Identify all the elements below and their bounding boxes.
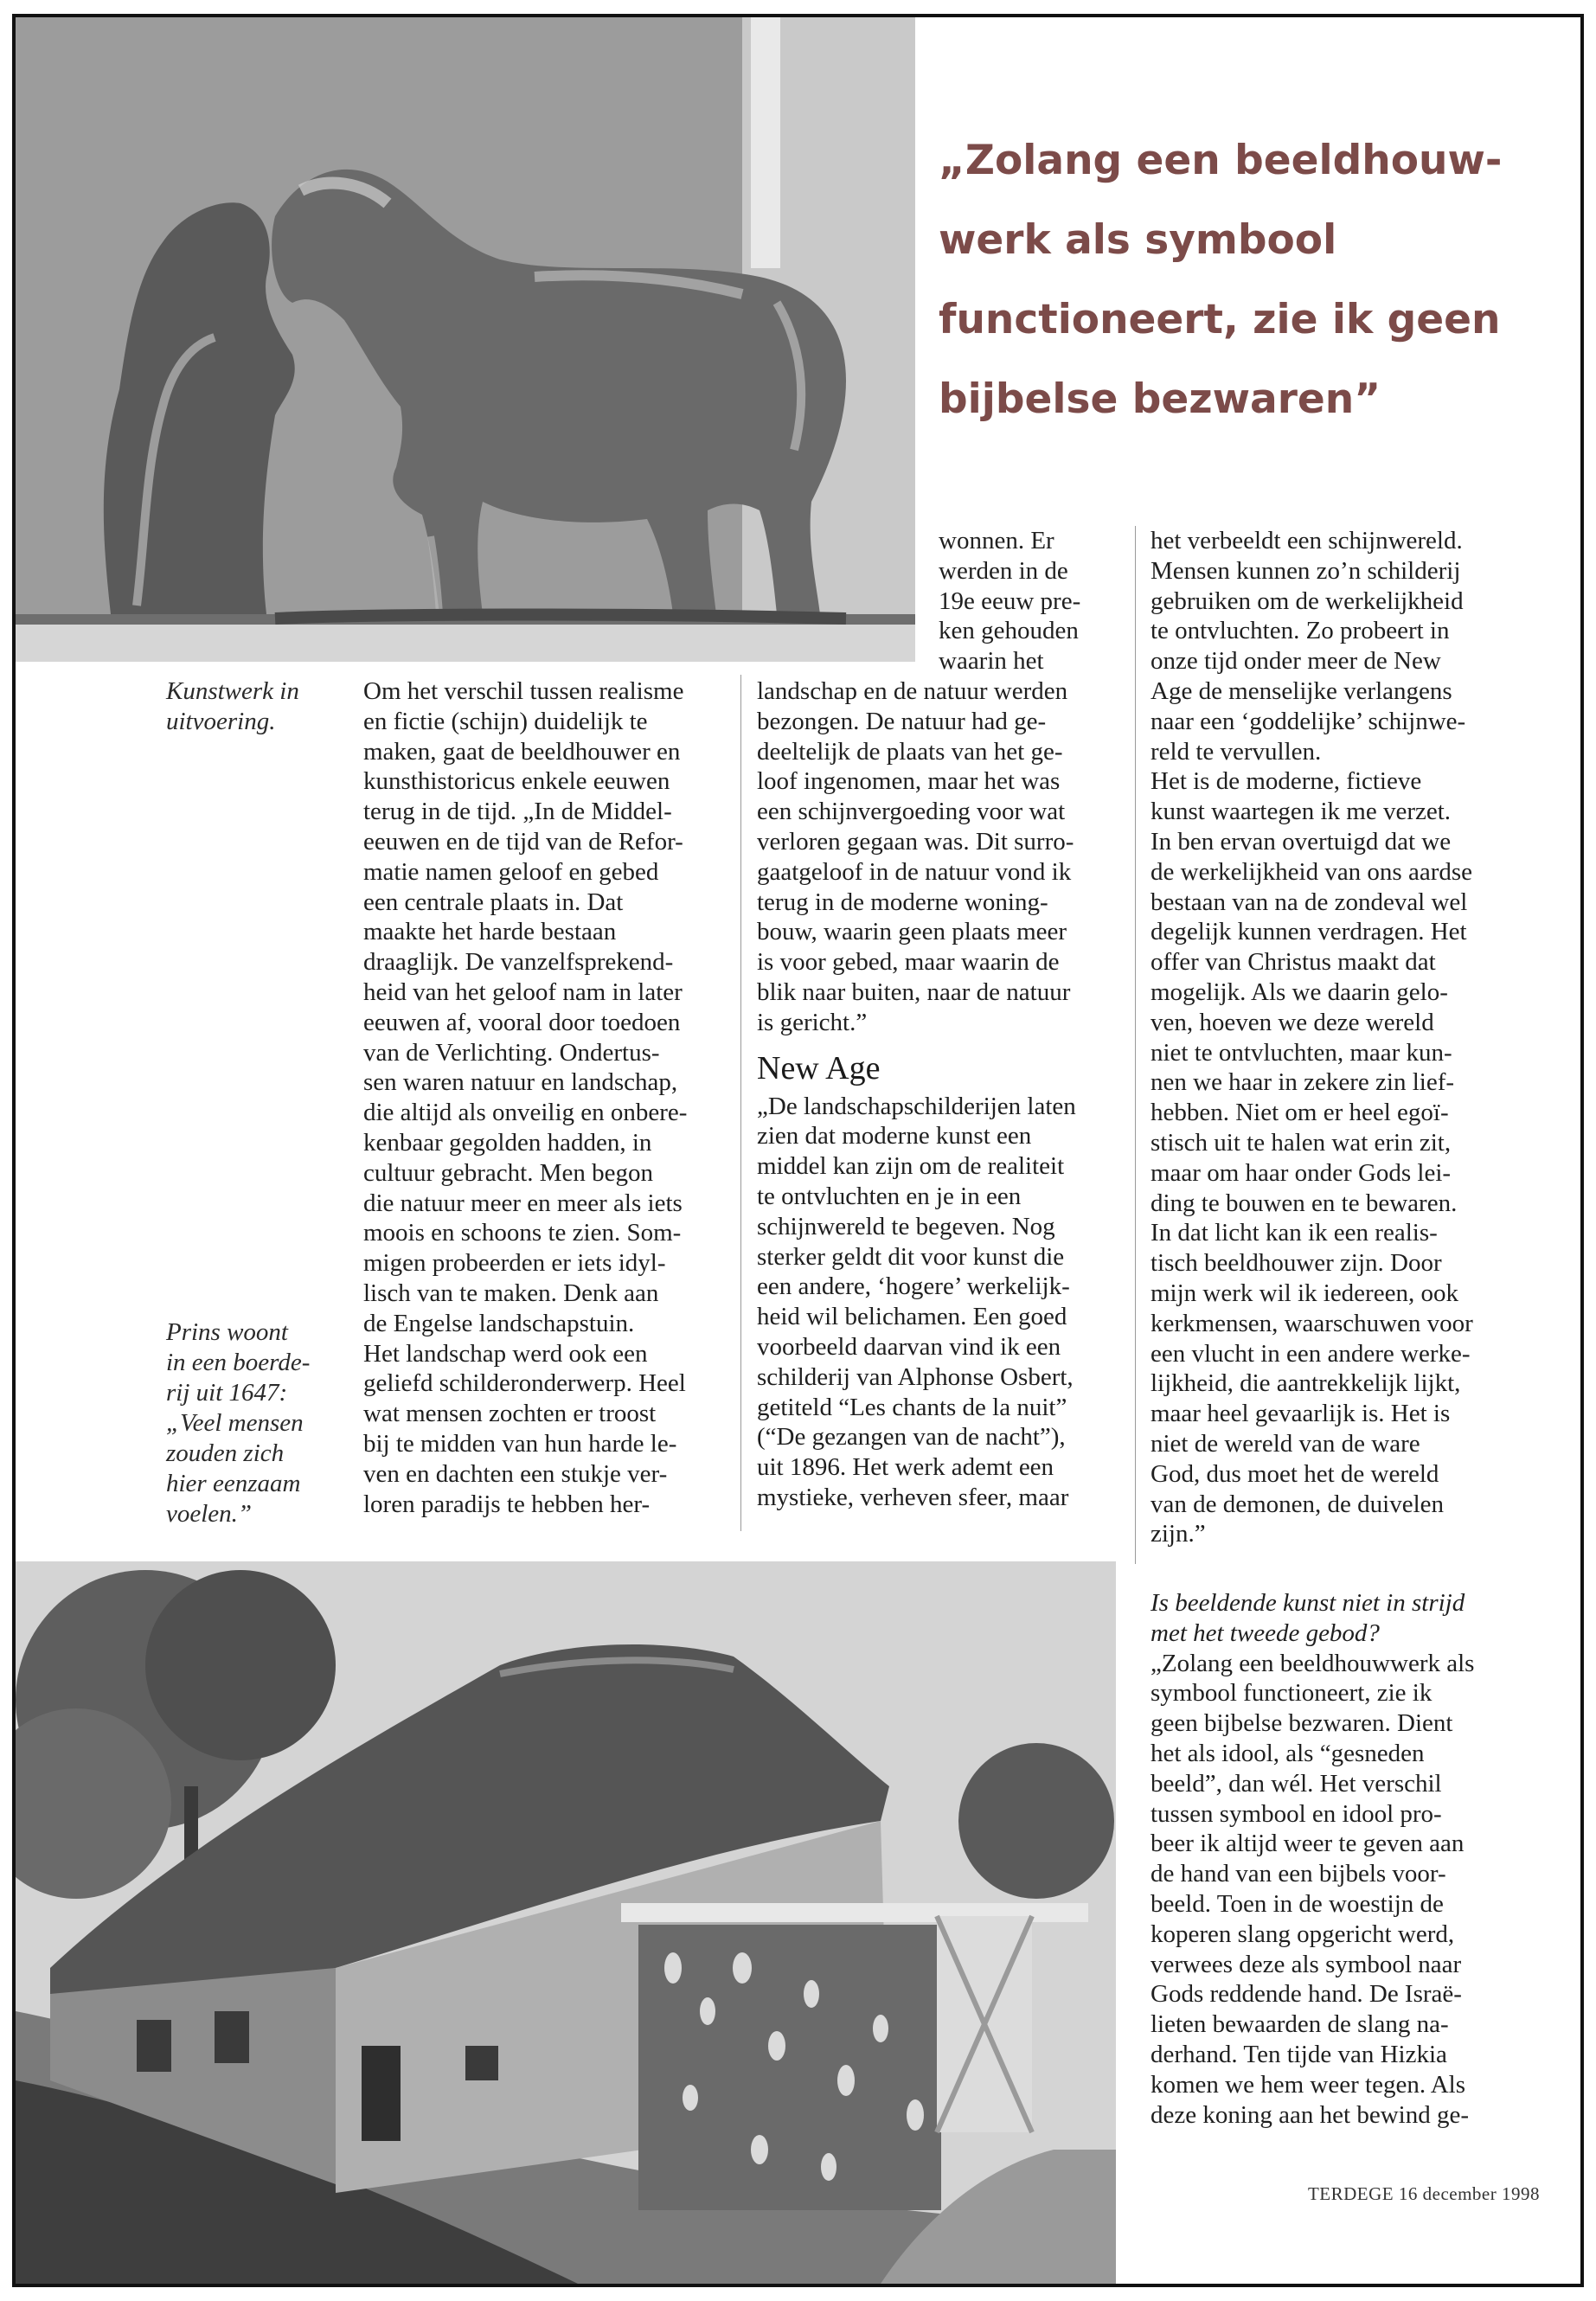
text-line: beer ik altijd weer te geven aan: [1151, 1830, 1465, 1858]
text-line: God, dus moet het de wereld: [1151, 1459, 1439, 1488]
text-line: gebruiken om de werkelijkheid: [1151, 586, 1464, 615]
text-line: waarin het: [939, 647, 1044, 676]
text-line: deeltelijk de plaats van het ge-: [757, 737, 1063, 766]
page-footer: TERDEGE 16 december 1998: [1307, 2183, 1540, 2204]
text-line: schilderij van Alphonse Osbert,: [757, 1362, 1074, 1391]
text-line: nen we haar in zekere zin lief-: [1151, 1068, 1455, 1097]
text-line: bestaan van na de zondeval wel: [1151, 888, 1468, 916]
text-line: eeuwen en de tijd van de Refor-: [363, 827, 683, 856]
text-line: komen we hem weer tegen. Als: [1151, 2070, 1466, 2099]
text-line: moois en schoons te zien. Som-: [363, 1219, 682, 1247]
text-line: offer van Christus maakt dat: [1151, 948, 1436, 977]
text-line: deze koning aan het bewind ge-: [1151, 2100, 1469, 2129]
text-line: 19e eeuw pre-: [939, 586, 1081, 615]
text-line: Het landschap werd ook een: [363, 1339, 648, 1368]
text-line: kenbaar gegolden hadden, in: [363, 1128, 652, 1157]
text-line: hebben. Niet om er heel egoï-: [1151, 1099, 1449, 1127]
text-line: mystieke, verheven sfeer, maar: [757, 1483, 1069, 1511]
text-line: een schijnvergoeding voor wat: [757, 798, 1066, 826]
text-line: lijkheid, die aantrekkelijk lijkt,: [1151, 1369, 1461, 1398]
body-column-1: [363, 676, 731, 1519]
text-line: niet de wereld van de ware: [1151, 1429, 1420, 1458]
text-line: zien dat moderne kunst een: [757, 1122, 1032, 1150]
text-line: ding te bouwen en te bewaren.: [1151, 1189, 1458, 1217]
text-line: Het is de moderne, fictieve: [1151, 767, 1422, 796]
caption-line: in een boerde-: [166, 1349, 311, 1376]
text-line: In ben ervan overtuigd dat we: [1151, 827, 1452, 856]
text-line: beeld. Toen in de woestijn de: [1151, 1889, 1444, 1918]
section-heading: New Age: [757, 1049, 881, 1086]
text-line: van de demonen, de duivelen: [1151, 1490, 1445, 1518]
text-line: Mensen kunnen zo’n schilderij: [1151, 556, 1461, 585]
caption-line: Prins woont: [166, 1318, 288, 1346]
caption-farm: [166, 1317, 339, 1529]
text-line: maar heel gevaarlijk is. Het is: [1151, 1400, 1451, 1428]
text-line: Gods reddende hand. De Israë-: [1151, 1980, 1462, 2009]
text-line: (“De gezangen van de nacht”),: [757, 1423, 1066, 1452]
text-line: verwees deze als symbool naar: [1151, 1950, 1462, 1978]
text-line: onze tijd onder meer de New: [1151, 647, 1441, 676]
text-line: mogelijk. Als we daarin gelo-: [1151, 977, 1448, 1006]
text-line: te ontvluchten en je in een: [757, 1182, 1022, 1210]
text-line: loren paradijs te hebben her-: [363, 1490, 651, 1518]
pull-quote: [939, 121, 1544, 439]
caption-line: zouden zich: [166, 1439, 285, 1467]
text-line: de werkelijkheid van ons aardse: [1151, 857, 1473, 886]
body-column-3: [1151, 526, 1522, 1549]
text-line: ken gehouden: [939, 617, 1079, 645]
text-line: loof ingenomen, maar het was: [757, 767, 1061, 796]
text-line: kunsthistoricus enkele eeuwen: [363, 767, 670, 796]
text-line: landschap en de natuur werden: [757, 677, 1068, 705]
text-line: sen waren natuur en landschap,: [363, 1068, 678, 1097]
text-line: uit 1896. Het werk ademt een: [757, 1453, 1054, 1482]
text-line: beeld”, dan wél. Het verschil: [1151, 1769, 1442, 1798]
text-line: voorbeeld daarvan vind ik een: [757, 1332, 1061, 1361]
text-line: Age de menselijke verlangens: [1151, 676, 1452, 705]
text-line: Om het verschil tussen realisme: [363, 677, 684, 705]
text-line: reld te vervullen.: [1151, 737, 1322, 766]
text-line: lisch van te maken. Denk aan: [363, 1279, 659, 1307]
column-rule: [740, 675, 741, 1531]
text-line: kunst waartegen ik me verzet.: [1151, 798, 1452, 826]
text-line: In dat licht kan ik een realis-: [1151, 1219, 1438, 1247]
page-border-right: [1580, 14, 1584, 2287]
text-line: niet te ontvluchten, maar kun-: [1151, 1038, 1452, 1067]
text-line: maar om haar onder Gods lei-: [1151, 1158, 1452, 1187]
text-line: verloren gegaan was. Dit surro-: [757, 827, 1074, 856]
text-line: tisch beeldhouwer zijn. Door: [1151, 1249, 1442, 1278]
text-line: ven, hoeven we deze wereld: [1151, 1008, 1434, 1036]
text-line: gaatgeloof in de natuur vond ik: [757, 857, 1072, 886]
farmhouse-photo: [16, 1561, 1116, 2284]
pull-quote-line: bijbelse bezwaren”: [939, 375, 1381, 423]
question-line: Is beeldende kunst niet in strijd: [1151, 1589, 1465, 1617]
text-line: degelijk kunnen verdragen. Het: [1151, 918, 1467, 946]
text-line: middel kan zijn om de realiteit: [757, 1152, 1065, 1181]
text-line: werden in de: [939, 556, 1068, 585]
text-line: is gericht.”: [757, 1008, 868, 1036]
text-line: zijn.”: [1151, 1520, 1206, 1548]
text-line: mijn werk wil ik iedereen, ook: [1151, 1279, 1458, 1307]
text-line: maakte het harde bestaan: [363, 918, 617, 946]
text-line: kerkmensen, waarschuwen voor: [1151, 1309, 1473, 1337]
text-line: sterker geldt dit voor kunst die: [757, 1242, 1065, 1271]
text-line: matie namen geloof en gebed: [363, 857, 659, 886]
caption-line: uitvoering.: [166, 708, 276, 735]
text-line: de Engelse landschapstuin.: [363, 1309, 635, 1337]
text-line: een centrale plaats in. Dat: [363, 888, 624, 916]
text-line: eeuwen af, vooral door toedoen: [363, 1008, 681, 1036]
text-line: geen bijbelse bezwaren. Dient: [1151, 1709, 1453, 1738]
pull-quote-line: werk als symbool: [939, 216, 1337, 264]
text-line: die altijd als onveilig en onbere-: [363, 1099, 688, 1127]
text-line: terug in de moderne woning-: [757, 888, 1048, 916]
text-line: schijnwereld te begeven. Nog: [757, 1212, 1055, 1240]
text-line: „De landschapschilderijen laten: [757, 1092, 1076, 1120]
text-line: het als idool, als “gesneden: [1151, 1739, 1425, 1767]
text-line: heid van het geloof nam in later: [363, 977, 683, 1006]
body-column-3-bottom: [1151, 1588, 1522, 2130]
question-line: met het tweede gebod?: [1151, 1618, 1380, 1647]
page-border-bottom: [12, 2284, 1583, 2287]
text-line: tussen symbool en idool pro-: [1151, 1799, 1442, 1828]
text-line: blik naar buiten, naar de natuur: [757, 977, 1071, 1006]
text-line: wat mensen zochten er troost: [363, 1400, 657, 1428]
text-line: migen probeerden er iets idyl-: [363, 1249, 666, 1278]
sculpture-photo: [16, 17, 915, 662]
text-line: een andere, ‘hogere’ werkelijk-: [757, 1272, 1070, 1301]
sculpture-illustration: [16, 17, 915, 662]
text-line: geliefd schilderonderwerp. Heel: [363, 1369, 686, 1398]
text-line: naar een ‘goddelijke’ schijnwe-: [1151, 707, 1466, 735]
text-line: een vlucht in een andere werke-: [1151, 1339, 1471, 1368]
pull-quote-line: functioneert, zie ik geen: [939, 296, 1501, 343]
text-line: getiteld “Les chants de la nuit”: [757, 1393, 1067, 1421]
text-line: maken, gaat de beeldhouwer en: [363, 737, 681, 766]
text-line: ven en dachten een stukje ver-: [363, 1459, 668, 1488]
text-line: en fictie (schijn) duidelijk te: [363, 707, 648, 735]
text-line: die natuur meer en meer als iets: [363, 1189, 683, 1217]
text-line: heid wil belichamen. Een goed: [757, 1303, 1067, 1331]
farmhouse-illustration: [16, 1561, 1116, 2284]
caption-sculpture: [166, 676, 339, 737]
body-column-2: [757, 676, 1129, 1513]
text-line: symbool functioneert, zie ik: [1151, 1679, 1433, 1708]
text-line: lieten bewaarden de slang na-: [1151, 2010, 1449, 2039]
text-line: terug in de tijd. „In de Middel-: [363, 798, 672, 826]
text-line: van de Verlichting. Ondertus-: [363, 1038, 660, 1067]
text-line: wonnen. Er: [939, 527, 1054, 554]
text-line: „Zolang een beeldhouwwerk als: [1151, 1649, 1475, 1677]
text-line: derhand. Ten tijde van Hizkia: [1151, 2040, 1447, 2068]
column-rule: [1135, 526, 1136, 1564]
text-line: te ontvluchten. Zo probeert in: [1151, 617, 1450, 645]
caption-line: hier eenzaam: [166, 1470, 301, 1497]
caption-line: Kunstwerk in: [166, 677, 299, 705]
caption-line: rij uit 1647:: [166, 1379, 288, 1407]
text-line: cultuur gebracht. Men begon: [363, 1158, 654, 1187]
text-line: bij te midden van hun harde le-: [363, 1429, 677, 1458]
caption-line: voelen.”: [166, 1500, 253, 1528]
caption-line: „Veel mensen: [166, 1409, 304, 1437]
text-line: stisch uit te halen wat erin zit,: [1151, 1128, 1452, 1157]
text-line: is voor gebed, maar waarin de: [757, 948, 1060, 977]
text-line: het verbeeldt een schijnwereld.: [1151, 527, 1463, 554]
text-line: koperen slang opgericht werd,: [1151, 1920, 1455, 1948]
pull-quote-line: „Zolang een beeldhouw-: [939, 137, 1503, 184]
text-line: draaglijk. De vanzelfsprekend-: [363, 948, 674, 977]
text-line: de hand van een bijbels voor-: [1151, 1860, 1446, 1888]
text-line: bezongen. De natuur had ge-: [757, 707, 1047, 735]
text-line: bouw, waarin geen plaats meer: [757, 918, 1067, 946]
body-column-2-top: [939, 526, 1120, 676]
